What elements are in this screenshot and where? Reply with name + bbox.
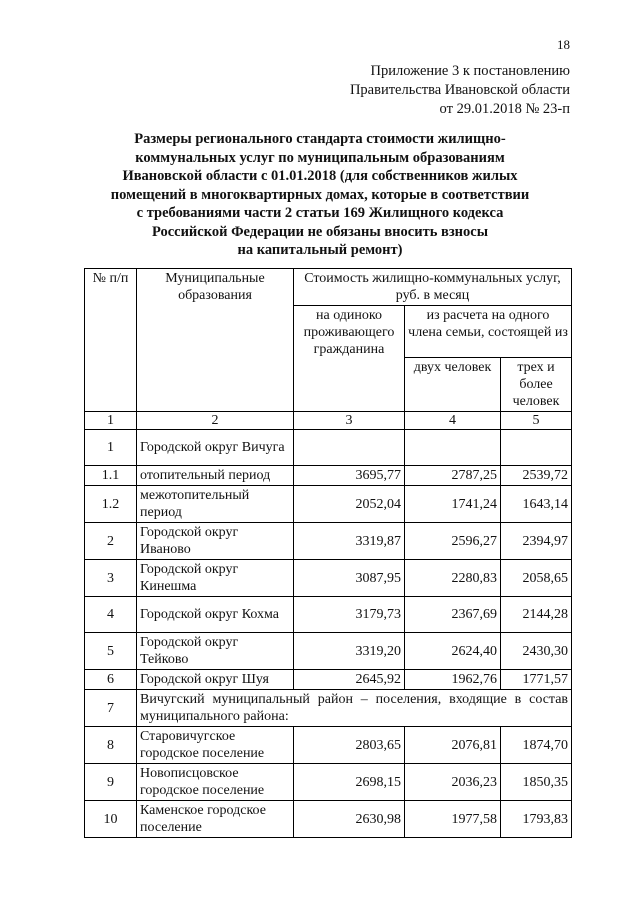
cost-two-persons <box>405 430 501 466</box>
table-row <box>85 430 572 466</box>
table-header <box>85 269 572 430</box>
cost-single: 2052,04 <box>294 486 405 523</box>
column-index: 5 <box>501 412 572 430</box>
municipality-name: Городской округ Иваново <box>137 523 294 560</box>
cost-three-persons: 2539,72 <box>501 466 572 486</box>
header-three: трех и более человек <box>501 358 572 412</box>
title-line: Размеры регионального стандарта стоимости жилищно- <box>134 131 506 147</box>
municipality-name: Городской округ Кохма <box>137 597 294 633</box>
table-row <box>85 670 572 690</box>
title-line: помещений в многоквартирных домах, которые в соответствии <box>110 186 530 203</box>
table-row <box>85 597 572 633</box>
cost-single: 3179,73 <box>294 597 405 633</box>
table-row <box>85 633 572 670</box>
header-single: на одиноко проживающего гражданина <box>294 306 405 412</box>
header-municipality: Муниципальные образования <box>137 269 294 412</box>
cost-single: 2698,15 <box>294 764 405 801</box>
cost-two-persons: 2076,81 <box>405 727 501 764</box>
cost-three-persons: 2144,28 <box>501 597 572 633</box>
municipality-name: Городской округ Шуя <box>137 670 294 690</box>
column-index: 4 <box>405 412 501 430</box>
title-line: на капитальный ремонт) <box>237 242 403 258</box>
header-per-member: из расчета на одного члена семьи, состоящей из <box>405 306 572 358</box>
municipality-name: Старовичугское городское поселение <box>137 727 294 764</box>
column-index: 2 <box>137 412 294 430</box>
row-number: 4 <box>85 597 137 633</box>
cost-single: 3087,95 <box>294 560 405 597</box>
title-line: Российской Федерации не обязаны вносить взносы <box>151 223 489 240</box>
table-row <box>85 486 572 523</box>
table-body <box>85 430 572 838</box>
row-number: 1 <box>85 430 137 466</box>
cost-standard-table <box>84 268 572 838</box>
cost-two-persons: 1741,24 <box>405 486 501 523</box>
cost-single: 3319,87 <box>294 523 405 560</box>
cost-three-persons <box>501 430 572 466</box>
appendix-line: от 29.01.2018 № 23-п <box>439 101 570 117</box>
row-number: 1.2 <box>85 486 137 523</box>
header-two: двух человек <box>405 358 501 412</box>
appendix-note <box>350 62 570 119</box>
cost-three-persons: 1643,14 <box>501 486 572 523</box>
cost-single: 3319,20 <box>294 633 405 670</box>
cost-single <box>294 430 405 466</box>
cost-three-persons: 2430,30 <box>501 633 572 670</box>
cost-single: 2645,92 <box>294 670 405 690</box>
document-title <box>90 130 550 260</box>
column-index: 3 <box>294 412 405 430</box>
row-number: 3 <box>85 560 137 597</box>
municipality-name: Городской округ Тейково <box>137 633 294 670</box>
row-number: 10 <box>85 801 137 838</box>
table-row <box>85 801 572 838</box>
municipality-name: Городской округ Вичуга <box>137 430 294 466</box>
municipality-name: межотопительный период <box>137 486 294 523</box>
table-row <box>85 523 572 560</box>
table-row <box>85 764 572 801</box>
row-number: 2 <box>85 523 137 560</box>
cost-two-persons: 2624,40 <box>405 633 501 670</box>
table-row <box>85 466 572 486</box>
cost-single: 3695,77 <box>294 466 405 486</box>
cost-three-persons: 2058,65 <box>501 560 572 597</box>
municipality-name: Каменское городское поселение <box>137 801 294 838</box>
cost-three-persons: 1771,57 <box>501 670 572 690</box>
row-number: 6 <box>85 670 137 690</box>
municipality-name: Новописцовское городское поселение <box>137 764 294 801</box>
cost-three-persons: 1874,70 <box>501 727 572 764</box>
cost-three-persons: 2394,97 <box>501 523 572 560</box>
cost-single: 2803,65 <box>294 727 405 764</box>
table-row <box>85 727 572 764</box>
cost-two-persons: 1962,76 <box>405 670 501 690</box>
row-number: 7 <box>85 690 137 727</box>
cost-single: 2630,98 <box>294 801 405 838</box>
appendix-line: Приложение 3 к постановлению <box>370 63 570 79</box>
title-line: коммунальных услуг по муниципальным образованиям <box>135 149 505 166</box>
row-number: 9 <box>85 764 137 801</box>
title-line: Ивановской области с 01.01.2018 (для собственников жилых <box>122 168 518 184</box>
cost-two-persons: 2367,69 <box>405 597 501 633</box>
appendix-line: Правительства Ивановской области <box>349 82 570 98</box>
title-line: с требованиями части 2 статьи 169 Жилищного кодекса <box>136 205 504 221</box>
municipality-name: отопительный период <box>137 466 294 486</box>
column-index: 1 <box>85 412 137 430</box>
cost-two-persons: 2036,23 <box>405 764 501 801</box>
header-cost: Стоимость жилищно-коммунальных услуг, руб. в месяц <box>294 269 572 306</box>
cost-two-persons: 2596,27 <box>405 523 501 560</box>
header-num: № п/п <box>85 269 137 412</box>
cost-two-persons: 1977,58 <box>405 801 501 838</box>
page-number: 18 <box>557 37 570 52</box>
municipality-name: Вичугский муниципальный район – поселения, входящие в состав муниципального района: <box>137 690 572 727</box>
row-number: 1.1 <box>85 466 137 486</box>
cost-three-persons: 1793,83 <box>501 801 572 838</box>
table-row <box>85 560 572 597</box>
row-number: 8 <box>85 727 137 764</box>
row-number: 5 <box>85 633 137 670</box>
cost-two-persons: 2280,83 <box>405 560 501 597</box>
table-row <box>85 690 572 727</box>
municipality-name: Городской округ Кинешма <box>137 560 294 597</box>
cost-three-persons: 1850,35 <box>501 764 572 801</box>
cost-two-persons: 2787,25 <box>405 466 501 486</box>
